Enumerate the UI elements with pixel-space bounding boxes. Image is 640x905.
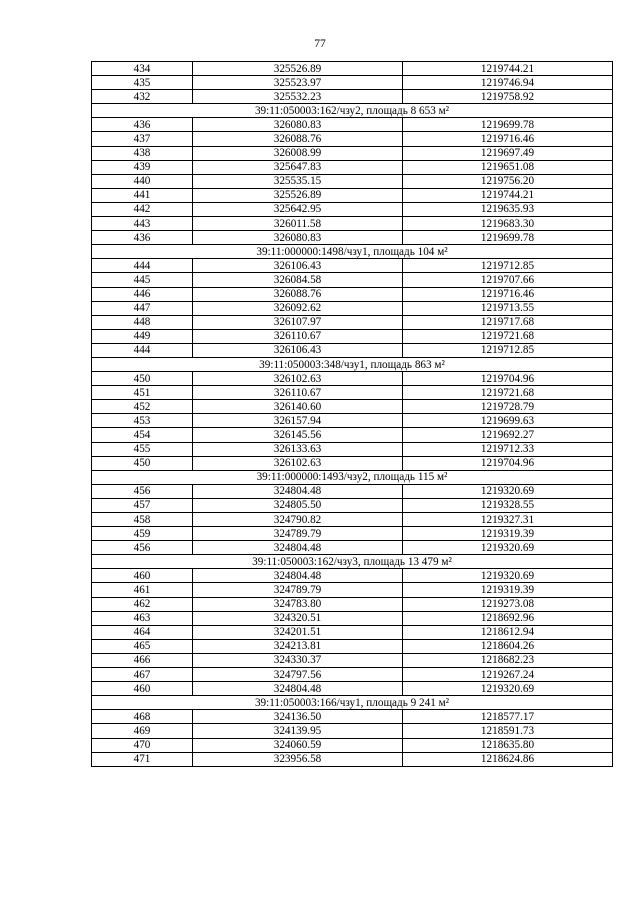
y-coordinate-cell: 1219704.96 bbox=[403, 372, 613, 386]
x-coordinate-cell: 326110.67 bbox=[193, 386, 403, 400]
x-coordinate-cell: 324201.51 bbox=[193, 625, 403, 639]
point-number-cell: 458 bbox=[92, 513, 193, 527]
point-number-cell: 463 bbox=[92, 611, 193, 625]
x-coordinate-cell: 325535.15 bbox=[193, 174, 403, 188]
y-coordinate-cell: 1219712.85 bbox=[403, 343, 613, 357]
y-coordinate-cell: 1219728.79 bbox=[403, 400, 613, 414]
section-heading-row bbox=[92, 470, 613, 484]
table-row bbox=[92, 231, 613, 245]
y-coordinate-cell: 1219716.46 bbox=[403, 132, 613, 146]
point-number-cell: 436 bbox=[92, 118, 193, 132]
y-coordinate-cell: 1219320.69 bbox=[403, 484, 613, 498]
point-number-cell: 454 bbox=[92, 428, 193, 442]
point-number-cell: 437 bbox=[92, 132, 193, 146]
point-number-cell: 442 bbox=[92, 202, 193, 216]
y-coordinate-cell: 1219267.24 bbox=[403, 668, 613, 682]
y-coordinate-cell: 1218624.86 bbox=[403, 752, 613, 766]
section-heading: 39:11:050003:166/чзу1, площадь 9 241 м² bbox=[92, 696, 613, 710]
y-coordinate-cell: 1219744.21 bbox=[403, 62, 613, 76]
table-row bbox=[92, 414, 613, 428]
y-coordinate-cell: 1219699.63 bbox=[403, 414, 613, 428]
x-coordinate-cell: 326088.76 bbox=[193, 287, 403, 301]
coordinates-table-body bbox=[92, 62, 613, 767]
x-coordinate-cell: 324805.50 bbox=[193, 498, 403, 512]
point-number-cell: 462 bbox=[92, 597, 193, 611]
x-coordinate-cell: 326084.58 bbox=[193, 273, 403, 287]
x-coordinate-cell: 323956.58 bbox=[193, 752, 403, 766]
point-number-cell: 452 bbox=[92, 400, 193, 414]
y-coordinate-cell: 1218591.73 bbox=[403, 724, 613, 738]
y-coordinate-cell: 1219699.78 bbox=[403, 231, 613, 245]
table-row bbox=[92, 217, 613, 231]
table-row bbox=[92, 428, 613, 442]
point-number-cell: 457 bbox=[92, 498, 193, 512]
coordinates-table bbox=[91, 61, 613, 767]
x-coordinate-cell: 324789.79 bbox=[193, 527, 403, 541]
section-heading: 39:11:050003:162/чзу2, площадь 8 653 м² bbox=[92, 104, 613, 118]
point-number-cell: 467 bbox=[92, 668, 193, 682]
x-coordinate-cell: 324804.48 bbox=[193, 569, 403, 583]
y-coordinate-cell: 1219721.68 bbox=[403, 329, 613, 343]
y-coordinate-cell: 1219746.94 bbox=[403, 76, 613, 90]
y-coordinate-cell: 1218692.96 bbox=[403, 611, 613, 625]
x-coordinate-cell: 325526.89 bbox=[193, 62, 403, 76]
point-number-cell: 460 bbox=[92, 569, 193, 583]
table-row bbox=[92, 188, 613, 202]
y-coordinate-cell: 1219320.69 bbox=[403, 682, 613, 696]
y-coordinate-cell: 1219651.08 bbox=[403, 160, 613, 174]
y-coordinate-cell: 1219319.39 bbox=[403, 583, 613, 597]
table-row bbox=[92, 484, 613, 498]
x-coordinate-cell: 326110.67 bbox=[193, 329, 403, 343]
point-number-cell: 466 bbox=[92, 653, 193, 667]
point-number-cell: 465 bbox=[92, 639, 193, 653]
x-coordinate-cell: 324789.79 bbox=[193, 583, 403, 597]
x-coordinate-cell: 326106.43 bbox=[193, 343, 403, 357]
y-coordinate-cell: 1219699.78 bbox=[403, 118, 613, 132]
y-coordinate-cell: 1219712.33 bbox=[403, 442, 613, 456]
point-number-cell: 461 bbox=[92, 583, 193, 597]
section-heading-row bbox=[92, 245, 613, 259]
table-row bbox=[92, 259, 613, 273]
section-heading: 39:11:050003:162/чзу3, площадь 13 479 м² bbox=[92, 555, 613, 569]
x-coordinate-cell: 324139.95 bbox=[193, 724, 403, 738]
y-coordinate-cell: 1219320.69 bbox=[403, 569, 613, 583]
point-number-cell: 448 bbox=[92, 315, 193, 329]
x-coordinate-cell: 324790.82 bbox=[193, 513, 403, 527]
y-coordinate-cell: 1219635.93 bbox=[403, 202, 613, 216]
table-row bbox=[92, 513, 613, 527]
x-coordinate-cell: 325523.97 bbox=[193, 76, 403, 90]
table-row bbox=[92, 174, 613, 188]
table-row bbox=[92, 343, 613, 357]
table-row bbox=[92, 710, 613, 724]
x-coordinate-cell: 325642.95 bbox=[193, 202, 403, 216]
section-heading: 39:11:050003:348/чзу1, площадь 863 м² bbox=[92, 357, 613, 371]
table-row bbox=[92, 498, 613, 512]
table-row bbox=[92, 611, 613, 625]
point-number-cell: 456 bbox=[92, 484, 193, 498]
table-row bbox=[92, 76, 613, 90]
y-coordinate-cell: 1219713.55 bbox=[403, 301, 613, 315]
point-number-cell: 471 bbox=[92, 752, 193, 766]
y-coordinate-cell: 1219721.68 bbox=[403, 386, 613, 400]
x-coordinate-cell: 326080.83 bbox=[193, 118, 403, 132]
y-coordinate-cell: 1219756.20 bbox=[403, 174, 613, 188]
table-row bbox=[92, 668, 613, 682]
point-number-cell: 444 bbox=[92, 343, 193, 357]
point-number-cell: 459 bbox=[92, 527, 193, 541]
point-number-cell: 443 bbox=[92, 217, 193, 231]
point-number-cell: 445 bbox=[92, 273, 193, 287]
section-heading-row bbox=[92, 555, 613, 569]
table-row bbox=[92, 315, 613, 329]
table-row bbox=[92, 146, 613, 160]
y-coordinate-cell: 1218577.17 bbox=[403, 710, 613, 724]
x-coordinate-cell: 326092.62 bbox=[193, 301, 403, 315]
y-coordinate-cell: 1219683.30 bbox=[403, 217, 613, 231]
y-coordinate-cell: 1218604.26 bbox=[403, 639, 613, 653]
point-number-cell: 436 bbox=[92, 231, 193, 245]
point-number-cell: 434 bbox=[92, 62, 193, 76]
x-coordinate-cell: 325647.83 bbox=[193, 160, 403, 174]
table-row bbox=[92, 90, 613, 104]
x-coordinate-cell: 325526.89 bbox=[193, 188, 403, 202]
y-coordinate-cell: 1218612.94 bbox=[403, 625, 613, 639]
y-coordinate-cell: 1219319.39 bbox=[403, 527, 613, 541]
x-coordinate-cell: 326145.56 bbox=[193, 428, 403, 442]
y-coordinate-cell: 1219697.49 bbox=[403, 146, 613, 160]
x-coordinate-cell: 325532.23 bbox=[193, 90, 403, 104]
y-coordinate-cell: 1219744.21 bbox=[403, 188, 613, 202]
table-row bbox=[92, 569, 613, 583]
point-number-cell: 455 bbox=[92, 442, 193, 456]
point-number-cell: 447 bbox=[92, 301, 193, 315]
table-row bbox=[92, 160, 613, 174]
x-coordinate-cell: 326106.43 bbox=[193, 259, 403, 273]
y-coordinate-cell: 1219320.69 bbox=[403, 541, 613, 555]
y-coordinate-cell: 1219717.68 bbox=[403, 315, 613, 329]
x-coordinate-cell: 326008.99 bbox=[193, 146, 403, 160]
x-coordinate-cell: 324783.80 bbox=[193, 597, 403, 611]
y-coordinate-cell: 1219327.31 bbox=[403, 513, 613, 527]
x-coordinate-cell: 324213.81 bbox=[193, 639, 403, 653]
y-coordinate-cell: 1219716.46 bbox=[403, 287, 613, 301]
point-number-cell: 456 bbox=[92, 541, 193, 555]
y-coordinate-cell: 1219273.08 bbox=[403, 597, 613, 611]
y-coordinate-cell: 1219328.55 bbox=[403, 498, 613, 512]
table-row bbox=[92, 639, 613, 653]
table-row bbox=[92, 372, 613, 386]
point-number-cell: 469 bbox=[92, 724, 193, 738]
point-number-cell: 439 bbox=[92, 160, 193, 174]
x-coordinate-cell: 324797.56 bbox=[193, 668, 403, 682]
table-row bbox=[92, 287, 613, 301]
table-row bbox=[92, 62, 613, 76]
table-row bbox=[92, 400, 613, 414]
table-row bbox=[92, 273, 613, 287]
point-number-cell: 435 bbox=[92, 76, 193, 90]
x-coordinate-cell: 326080.83 bbox=[193, 231, 403, 245]
point-number-cell: 453 bbox=[92, 414, 193, 428]
y-coordinate-cell: 1219758.92 bbox=[403, 90, 613, 104]
y-coordinate-cell: 1219707.66 bbox=[403, 273, 613, 287]
section-heading: 39:11:000000:1493/чзу2, площадь 115 м² bbox=[92, 470, 613, 484]
point-number-cell: 441 bbox=[92, 188, 193, 202]
table-row bbox=[92, 527, 613, 541]
x-coordinate-cell: 326107.97 bbox=[193, 315, 403, 329]
y-coordinate-cell: 1218682.23 bbox=[403, 653, 613, 667]
y-coordinate-cell: 1219692.27 bbox=[403, 428, 613, 442]
table-row bbox=[92, 386, 613, 400]
page-number: 77 bbox=[314, 38, 326, 50]
section-heading-row bbox=[92, 357, 613, 371]
x-coordinate-cell: 326102.63 bbox=[193, 456, 403, 470]
x-coordinate-cell: 324804.48 bbox=[193, 541, 403, 555]
table-row bbox=[92, 597, 613, 611]
table-row bbox=[92, 456, 613, 470]
point-number-cell: 446 bbox=[92, 287, 193, 301]
table-row bbox=[92, 724, 613, 738]
x-coordinate-cell: 324320.51 bbox=[193, 611, 403, 625]
table-row bbox=[92, 301, 613, 315]
table-row bbox=[92, 738, 613, 752]
point-number-cell: 470 bbox=[92, 738, 193, 752]
point-number-cell: 440 bbox=[92, 174, 193, 188]
x-coordinate-cell: 324060.59 bbox=[193, 738, 403, 752]
x-coordinate-cell: 326011.58 bbox=[193, 217, 403, 231]
x-coordinate-cell: 324804.48 bbox=[193, 484, 403, 498]
table-row bbox=[92, 541, 613, 555]
point-number-cell: 464 bbox=[92, 625, 193, 639]
point-number-cell: 449 bbox=[92, 329, 193, 343]
x-coordinate-cell: 326102.63 bbox=[193, 372, 403, 386]
x-coordinate-cell: 326133.63 bbox=[193, 442, 403, 456]
point-number-cell: 450 bbox=[92, 372, 193, 386]
x-coordinate-cell: 324804.48 bbox=[193, 682, 403, 696]
x-coordinate-cell: 326140.60 bbox=[193, 400, 403, 414]
table-row bbox=[92, 583, 613, 597]
table-row bbox=[92, 202, 613, 216]
point-number-cell: 468 bbox=[92, 710, 193, 724]
point-number-cell: 451 bbox=[92, 386, 193, 400]
y-coordinate-cell: 1218635.80 bbox=[403, 738, 613, 752]
table-row bbox=[92, 653, 613, 667]
table-row bbox=[92, 132, 613, 146]
table-row bbox=[92, 329, 613, 343]
y-coordinate-cell: 1219712.85 bbox=[403, 259, 613, 273]
y-coordinate-cell: 1219704.96 bbox=[403, 456, 613, 470]
x-coordinate-cell: 324136.50 bbox=[193, 710, 403, 724]
table-row bbox=[92, 625, 613, 639]
x-coordinate-cell: 326088.76 bbox=[193, 132, 403, 146]
x-coordinate-cell: 324330.37 bbox=[193, 653, 403, 667]
section-heading-row bbox=[92, 696, 613, 710]
point-number-cell: 450 bbox=[92, 456, 193, 470]
table-row bbox=[92, 752, 613, 766]
x-coordinate-cell: 326157.94 bbox=[193, 414, 403, 428]
section-heading: 39:11:000000:1498/чзу1, площадь 104 м² bbox=[92, 245, 613, 259]
table-row bbox=[92, 118, 613, 132]
point-number-cell: 444 bbox=[92, 259, 193, 273]
point-number-cell: 432 bbox=[92, 90, 193, 104]
section-heading-row bbox=[92, 104, 613, 118]
table-row bbox=[92, 682, 613, 696]
point-number-cell: 438 bbox=[92, 146, 193, 160]
table-row bbox=[92, 442, 613, 456]
point-number-cell: 460 bbox=[92, 682, 193, 696]
